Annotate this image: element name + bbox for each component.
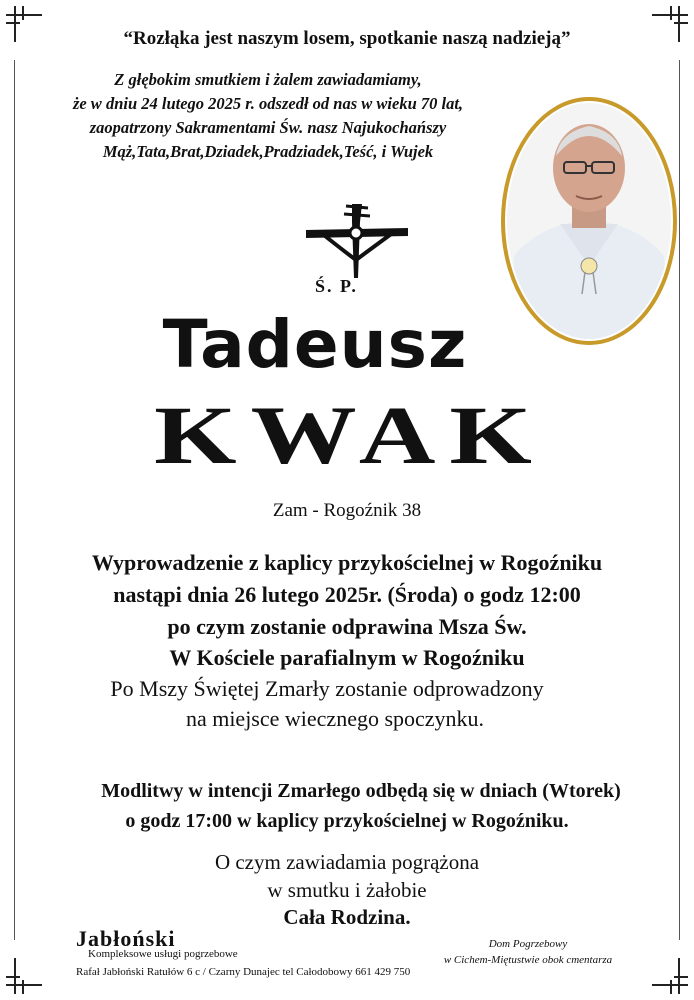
frame-corner-top-left-inner <box>6 22 20 24</box>
brand-name: Jabłoński <box>76 926 176 951</box>
funeral-home-brand <box>76 926 410 978</box>
closing-line-1: O czym zawiadamia pogrążona <box>214 850 480 874</box>
frame-corner-bottom-left <box>6 984 42 986</box>
closing-line-3: Cała Rodzina. <box>283 905 411 929</box>
frame-corner-top-left-inner-v <box>22 6 24 20</box>
frame-corner-top-right-inner <box>674 22 688 24</box>
brand-subtitle: Kompleksowe usługi pogrzebowe <box>88 948 238 960</box>
intro-line-4: Mąż,Tata,Brat,Dziadek,Pradziadek,Teść, i Wujek <box>102 142 434 161</box>
frame-corner-bottom-right-inner-v <box>670 980 672 994</box>
frame-corner-bottom-left-inner <box>6 976 20 978</box>
frame-corner-top-left <box>6 14 42 16</box>
intro-line-3: zaopatrzony Sakramentami Św. nasz Najukochańszy <box>89 118 447 137</box>
deceased-last-name: KWAK <box>154 389 546 481</box>
frame-corner-top-right-inner-v <box>670 6 672 20</box>
home-note-line-2: w Cichem-Miętustwie obok cmentarza <box>443 954 613 966</box>
intro-line-2: że w dniu 24 lutego 2025 r. odszedł od nas w wieku 70 lat, <box>72 94 464 113</box>
ceremony-line-1: Wyprowadzenie z kaplicy przykościelnej w Rogoźniku <box>91 550 603 575</box>
closing-line-2: w smutku i żałobie <box>267 878 427 902</box>
ceremony-line-5: Po Mszy Świętej Zmarły zostanie odprowadzony <box>110 676 544 701</box>
deceased-first-name: Tadeusz <box>162 306 468 383</box>
ceremony-line-3: po czym zostanie odprawina Msza Św. <box>167 614 527 639</box>
frame-corner-bottom-right-inner <box>674 976 688 978</box>
intro-line-1: Z głębokim smutkiem i żalem zawiadamiamy, <box>114 70 422 89</box>
funeral-home-note <box>418 936 638 968</box>
memorial-quote: “Rozłąka jest naszym losem, spotkanie naszą nadzieją” <box>123 28 571 49</box>
prayers-line-2: o godz 17:00 w kaplicy przykościelnej w Rogoźniku. <box>125 810 569 832</box>
deceased-address: Zam - Rogoźnik 38 <box>272 500 422 521</box>
cross-icon <box>300 200 415 280</box>
prayers-line-1: Modlitwy w intencji Zmarłego odbędą się w dniach (Wtorek) <box>101 780 621 802</box>
announcement-intro <box>58 68 478 164</box>
sp-mark: Ś. P. <box>315 276 358 296</box>
ceremony-line-6: na miejsce wiecznego spoczynku. <box>185 706 485 731</box>
frame-corner-bottom-left-inner-v <box>22 980 24 994</box>
ceremony-line-4: W Kościele parafialnym w Rogoźniku <box>169 645 525 670</box>
ceremony-line-2: nastąpi dnia 26 lutego 2025r. (Środa) o godz 12:00 <box>113 582 581 607</box>
home-note-line-1: Dom Pogrzebowy <box>488 938 568 950</box>
brand-address: Rafał Jabłoński Ratułów 6 c / Czarny Dunajec tel Całodobowy 661 429 750 <box>76 966 411 978</box>
